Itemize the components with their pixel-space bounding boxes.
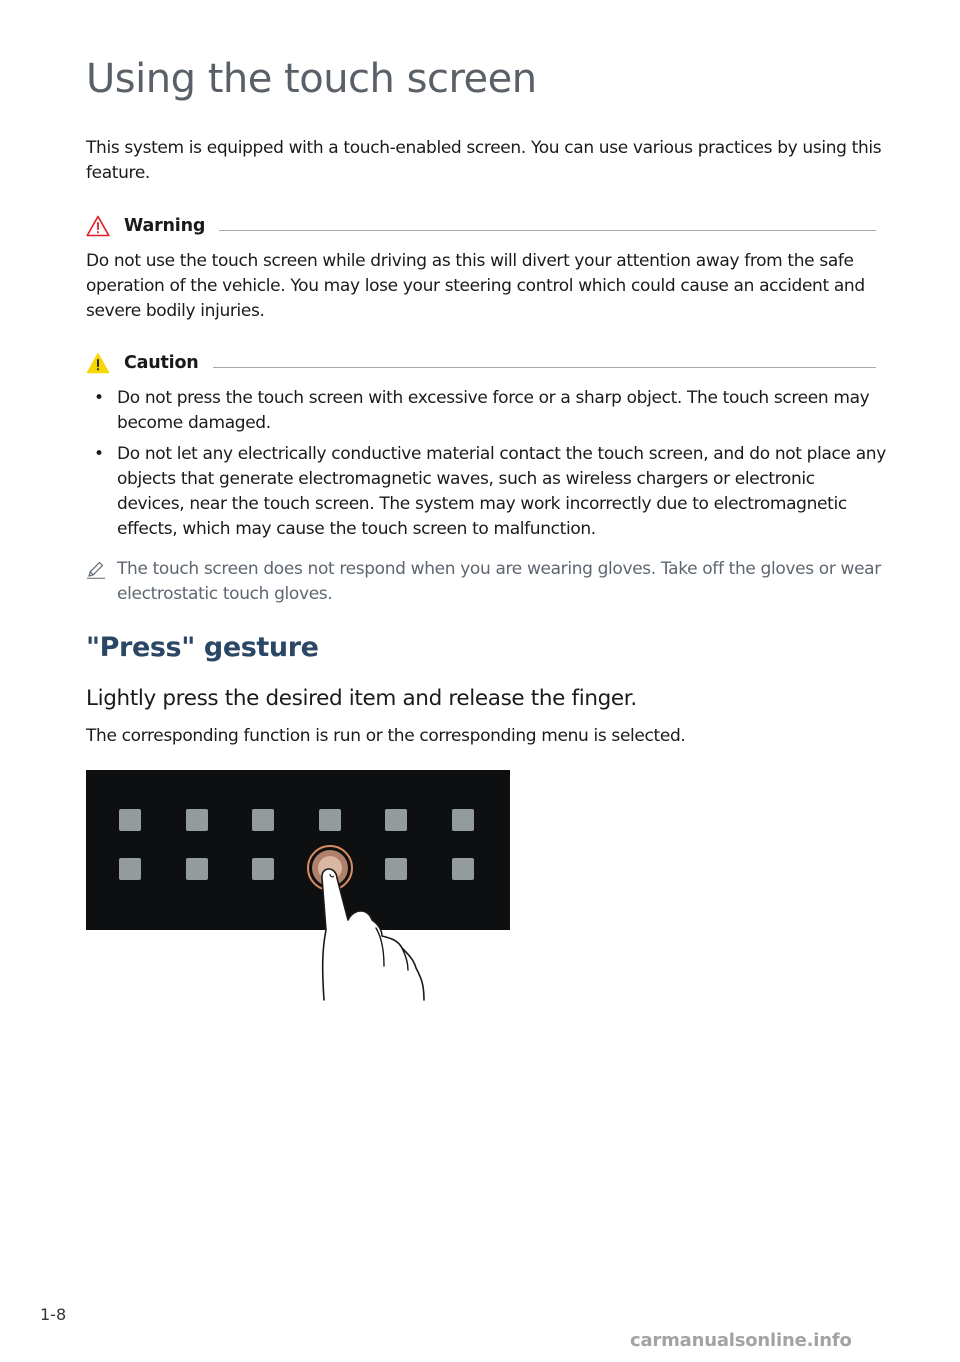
caution-triangle-icon	[86, 352, 110, 374]
tile	[452, 858, 474, 880]
page-title: Using the touch screen	[86, 56, 537, 102]
pencil-icon	[86, 561, 106, 579]
warning-triangle-icon	[86, 215, 110, 237]
caution-list	[86, 386, 886, 548]
tile	[186, 809, 208, 831]
list-item: • Do not let any electrically conductive material contact the touch screen, and do not place any objects that generate electromagnetic waves, such as wireless chargers or electronic devices, near the touch screen. The system may work incorrectly due to electromagnetic effects, which may cause the touch screen to malfunction.	[94, 444, 886, 539]
section-text: The corresponding function is run or the corresponding menu is selected.	[86, 726, 686, 746]
screen-panel	[86, 770, 510, 930]
note	[86, 557, 886, 607]
tile	[119, 809, 141, 831]
list-item: • Do not press the touch screen with excessive force or a sharp object. The touch screen may become damaged.	[94, 388, 870, 433]
tile	[452, 809, 474, 831]
tile	[385, 858, 407, 880]
tile	[119, 858, 141, 880]
watermark: carmanualsonline.info	[630, 1330, 852, 1351]
warning-label: Warning	[124, 216, 206, 236]
tile	[385, 809, 407, 831]
tile	[186, 858, 208, 880]
tile	[252, 858, 274, 880]
warning-divider	[219, 230, 876, 231]
page-number: 1-8	[40, 1305, 67, 1324]
section-title: "Press" gesture	[86, 632, 319, 663]
warning-heading	[86, 212, 876, 240]
caution-label: Caution	[124, 353, 199, 373]
warning-text: Do not use the touch screen while driving as this will divert your attention away from the safe operation of the vehicle. You may lose your steering control which could cause an accident and severe bodily injuries.	[86, 251, 865, 321]
tile	[252, 809, 274, 831]
caution-divider	[213, 367, 876, 368]
caution-heading	[86, 349, 876, 377]
intro-paragraph: This system is equipped with a touch-enabled screen. You can use various practices by using this feature.	[86, 138, 882, 183]
press-gesture-illustration	[86, 770, 510, 1006]
section-subtitle: Lightly press the desired item and release the finger.	[86, 686, 637, 711]
note-text: The touch screen does not respond when you are wearing gloves. Take off the gloves or wear electrostatic touch gloves.	[117, 559, 881, 604]
tile	[319, 809, 341, 831]
